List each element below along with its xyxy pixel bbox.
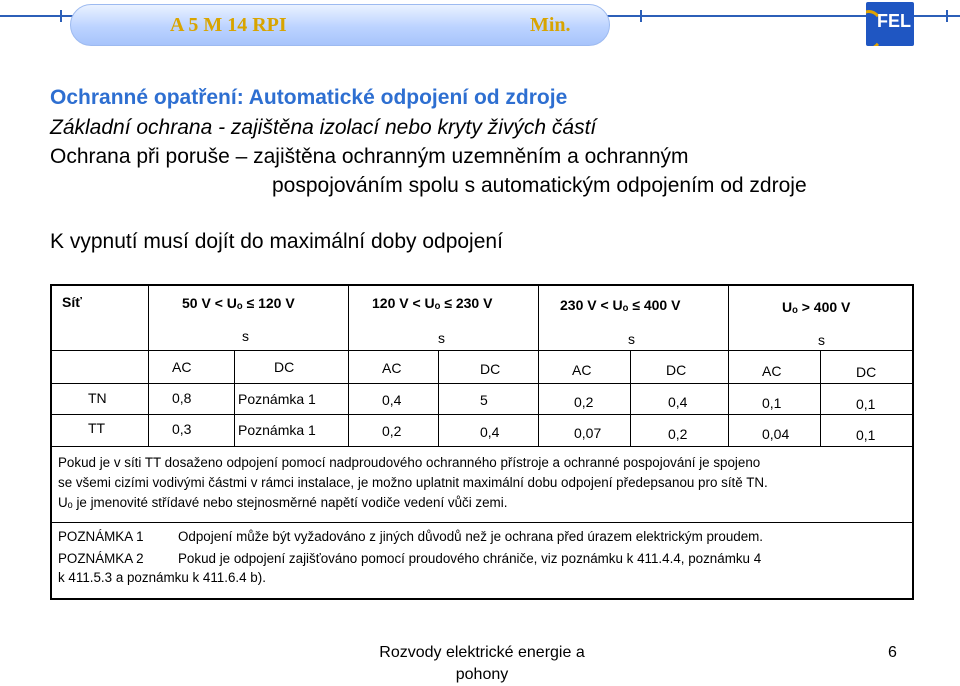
- current-type-header: DC: [856, 364, 877, 380]
- table-rule: [820, 350, 821, 446]
- fault-protection-line: Ochrana při poruše – zajištěna ochranným uzemněním a ochranným: [50, 145, 689, 168]
- table-rule: [52, 414, 912, 415]
- table-cell: 0,1: [856, 396, 876, 412]
- footer-title-line: pohony: [455, 666, 509, 683]
- unit-label: s: [242, 328, 249, 344]
- disconnection-time-table: [50, 284, 914, 600]
- min-label: Min.: [530, 14, 571, 36]
- current-type-header: DC: [480, 361, 501, 377]
- disconnection-time-line: K vypnutí musí dojít do maximální doby odpojení: [50, 230, 503, 253]
- table-rule: [728, 286, 729, 446]
- table-rule: [148, 286, 149, 446]
- table-cell: 0,3: [172, 421, 192, 437]
- header-banner: [70, 4, 610, 46]
- table-rule: [348, 286, 349, 446]
- footnote-text: Pokud je odpojení zajišťováno pomocí proudového chrániče, viz poznámku k 411.4.4, poznámku 4: [178, 551, 762, 566]
- table-cell: 0,07: [574, 425, 602, 441]
- logo-text: FEL: [877, 11, 911, 31]
- footnote-label: POZNÁMKA 1: [58, 529, 144, 544]
- table-cell: Poznámka 1: [238, 391, 316, 407]
- current-type-header: DC: [274, 359, 295, 375]
- table-cell: 0,2: [574, 394, 594, 410]
- footnote-text: Odpojení může být vyžadováno z jiných důvodů než je ochrana před úrazem elektrickým proudem.: [178, 529, 764, 544]
- range-header: 230 V < Uₒ ≤ 400 V: [560, 297, 681, 313]
- table-rule: [234, 350, 235, 446]
- slide-title: Ochranné opatření: Automatické odpojení od zdroje: [50, 86, 568, 109]
- unit-label: s: [818, 332, 825, 348]
- current-type-header: AC: [382, 360, 402, 376]
- table-cell: 0,8: [172, 390, 192, 406]
- header-tick: [640, 10, 642, 22]
- unit-label: s: [438, 330, 445, 346]
- table-note: Pokud je v síti TT dosaženo odpojení pomocí nadproudového ochranného přístroje a ochranné pospojování je spojeno: [58, 455, 761, 470]
- table-cell: Poznámka 1: [238, 422, 316, 438]
- slide-header: [0, 0, 960, 50]
- basic-protection-line: Základní ochrana - zajištěna izolací nebo kryty živých částí: [50, 116, 597, 139]
- fault-protection-line-cont: pospojováním spolu s automatickým odpojením od zdroje: [272, 174, 807, 197]
- row-net-label: TT: [88, 420, 106, 436]
- table-rule: [52, 350, 912, 351]
- page-number: 6: [888, 644, 897, 661]
- range-header: 120 V < Uₒ ≤ 230 V: [372, 295, 493, 311]
- table-rule: [630, 350, 631, 446]
- fel-logo: [866, 2, 914, 46]
- course-code: A 5 M 14 RPI: [170, 14, 287, 36]
- table-rule: [52, 446, 912, 447]
- table-cell: 0,4: [668, 394, 688, 410]
- range-header: Uₒ > 400 V: [782, 299, 851, 315]
- current-type-header: DC: [666, 362, 687, 378]
- table-cell: 0,2: [668, 426, 688, 442]
- footer-title-line: Rozvody elektrické energie a: [379, 644, 585, 661]
- header-tick: [60, 10, 62, 22]
- current-type-header: AC: [572, 362, 592, 378]
- table-cell: 5: [480, 392, 488, 408]
- table-cell: 0,1: [762, 395, 782, 411]
- table-rule: [52, 522, 912, 523]
- table-cell: 0,2: [382, 423, 402, 439]
- table-cell: 0,4: [480, 424, 500, 440]
- table-note: se všemi cizími vodivými částmi v rámci instalace, je možno uplatnit maximální dobu odpojení předepsanou pro sítě TN.: [58, 475, 768, 490]
- table-cell: 0,04: [762, 426, 790, 442]
- net-header: Síť: [62, 294, 82, 310]
- table-note: Uₒ je jmenovité střídavé nebo stejnosměrné napětí vodiče vedení vůči zemi.: [58, 495, 508, 510]
- footnote-label: POZNÁMKA 2: [58, 551, 144, 566]
- footnote-continuation: k 411.5.3 a poznámku k 411.6.4 b).: [58, 570, 266, 585]
- slide-footer: [362, 642, 602, 686]
- unit-label: s: [628, 331, 635, 347]
- table-rule: [538, 286, 539, 446]
- current-type-header: AC: [762, 363, 782, 379]
- table-rule: [438, 350, 439, 446]
- header-tick: [946, 10, 948, 22]
- row-net-label: TN: [88, 390, 107, 406]
- table-rule: [52, 383, 912, 384]
- table-cell: 0,1: [856, 427, 876, 443]
- table-cell: 0,4: [382, 392, 402, 408]
- range-header: 50 V < Uₒ ≤ 120 V: [182, 295, 295, 311]
- current-type-header: AC: [172, 359, 192, 375]
